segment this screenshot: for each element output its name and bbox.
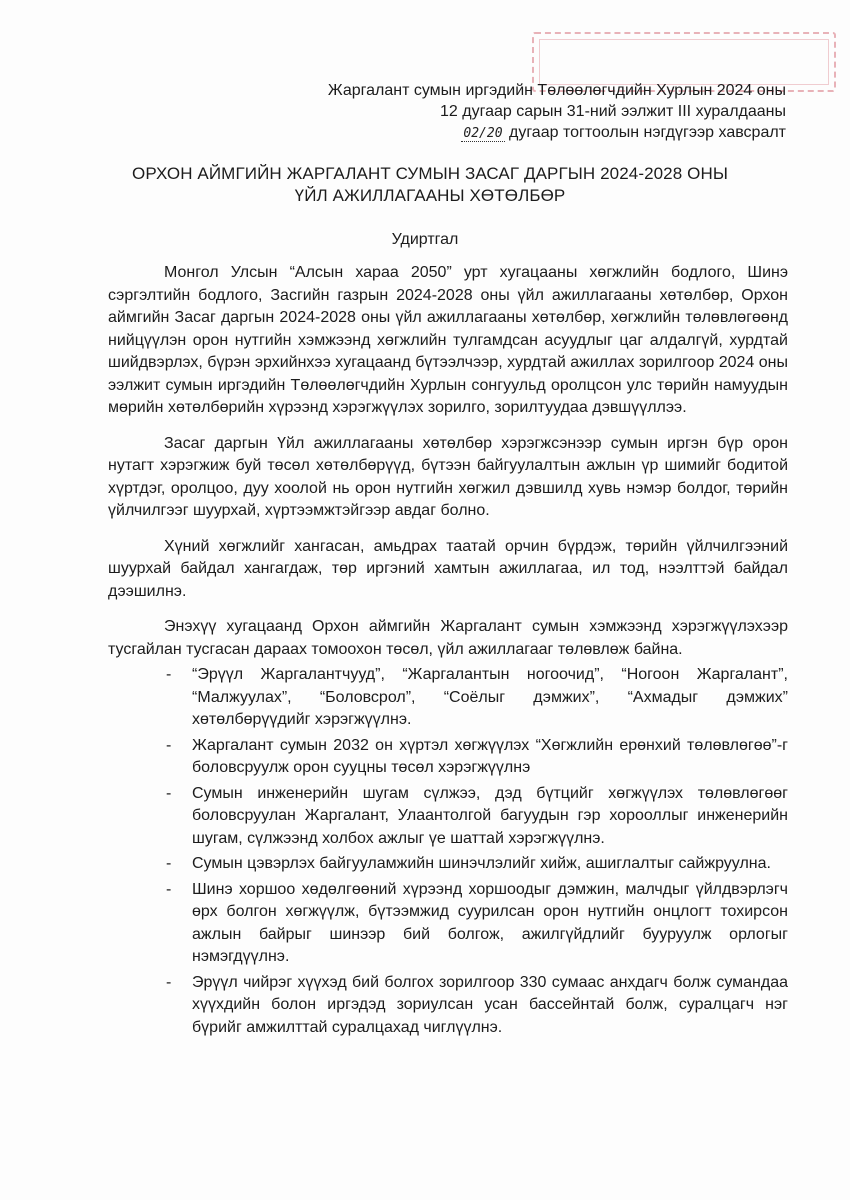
title-line-1: ОРХОН АЙМГИЙН ЖАРГАЛАНТ СУМЫН ЗАСАГ ДАРГЫН 2024-2028 ОНЫ xyxy=(132,164,728,183)
paragraph: Хүний хөгжлийг хангасан, амьдрах таатай орчин бүрдэж, төрийн үйлчилгээний шуурхай байдал хангагдаж, төр иргэний хамтын ажиллагаа, ил тод, нээлттэй байдал дээшилнэ. xyxy=(108,537,788,600)
list-item: - Эрүүл чийрэг хүүхэд бий болгох зорилгоор 330 сумаас анхдагч болж сумандаа хүүхдийн болон иргэдэд зориулсан усан бассейнтай болж, суралцагч нэг бүрийг амжилттай суралцахад чиглүүлнэ. xyxy=(188,972,788,1040)
appendix-line-1: Жаргалант сумын иргэдийн Төлөөлөгчдийн Хурлын 2024 оны xyxy=(327,82,786,99)
paragraph: Засаг даргын Үйл ажиллагааны хөтөлбөр хэрэгжсэнээр сумын иргэн бүр орон нутагт хэрэгжиж буй төсөл хөтөлбөрүүд, бүтээн байгуулалтын ажлын үр шимийг бодитой хүртдэг, оролцоо, дуу хоолой нь орон нутгийн хөгжил дэвшилд хувь нэмэр болдог, төрийн үйлчилгээг шуурхай, хүртээмжтэйгээр авдаг болно. xyxy=(108,434,788,519)
paragraph: Монгол Улсын “Алсын хараа 2050” урт хугацааны хөгжлийн бодлого, Шинэ сэргэлтийн бодлого, Засгийн газрын 2024-2028 оны үйл ажиллагааны хөтөлбөр, Орхон аймгийн Засаг даргын 2024-2028 оны үйл ажиллагааны хөтөлбөр, хөгжлийн төлөвлөгөөнд нийцүүлэн орон нутгийн хэмжээнд хөгжлийн тулгамдсан асуудлыг цаг алдалгүй, хурдтай шийдвэрлэх, бүрэн эрхийнхээ хугацаанд бүтээлчээр, хурдтай ажиллах зорилгоор 2024 оны ээлжит сумын иргэдийн Төлөөлөгчдийн Хурлын сонгуульд оролцсон улс төрийн намуудын мөрийн хөтөлбөрийн хүрээнд хэрэгжүүлэх зорилго, зорилтуудаа дэвшүүллээ. xyxy=(108,264,788,416)
appendix-line-2: 12 дугаар сарын 31-ний ээлжит III хуралдааны xyxy=(440,103,786,120)
appendix-line-3-text: дугаар тогтоолын нэгдүгээр хавсралт xyxy=(508,124,786,141)
appendix-line-3 xyxy=(328,122,786,144)
list-item: - Шинэ хоршоо хөдөлгөөний хүрээнд хоршоодыг дэмжин, малчдыг үйлдвэрлэгч өрх болгон хөгжүүлж, бүтээмжид суурилсан орон нутгийн онцлогт тохирсон ажлын байрыг шинээр бий болгож, ажилгүйдлийг бууруулж орлогыг нэмэгдүүлнэ. xyxy=(188,879,788,969)
list-item: - Сумын цэвэрлэх байгууламжийн шинэчлэлийг хийж, ашиглалтыг сайжруулна. xyxy=(188,853,788,876)
appendix-reference xyxy=(328,80,786,144)
planned-projects-list xyxy=(108,664,788,1039)
document-body xyxy=(108,262,788,1042)
list-item: - Сумын инженерийн шугам сүлжээ, дэд бүтцийг хөгжүүлэх төлөвлөгөөг боловсруулан Жаргалант, Улаантолгой багуудын гэр хорооллыг инженерийн шугам, сүлжээнд холбох ажлыг үе шаттай хэрэгжүүлнэ. xyxy=(188,783,788,851)
list-item: - Жаргалант сумын 2032 он хүртэл хөгжүүлэх “Хөгжлийн ерөнхий төлөвлөгөө”-г боловсруулж орон сууцны төсөл хэрэгжүүлнэ xyxy=(188,735,788,780)
list-item: - “Эрүүл Жаргалантчууд”, “Жаргалантын ногоочид”, “Ногоон Жаргалант”, “Малжуулах”, “Боловсрол”, “Соёлыг дэмжих”, “Ахмадыг дэмжих” хөтөлбөрүүдийг хэрэгжүүлнэ. xyxy=(188,664,788,732)
paragraph: Энэхүү хугацаанд Орхон аймгийн Жаргалант сумын хэмжээнд хэрэгжүүлэхээр тусгайлан тусгасан дараах томоохон төсөл, үйл ажиллагааг төлөвлөж байна. xyxy=(108,618,788,658)
handwritten-resolution-number: 02/20 xyxy=(463,126,503,141)
title-line-2: ҮЙЛ АЖИЛЛАГААНЫ ХӨТӨЛБӨР xyxy=(294,186,566,205)
document-title xyxy=(60,163,800,207)
section-heading-introduction: Удиртгал xyxy=(391,231,459,248)
